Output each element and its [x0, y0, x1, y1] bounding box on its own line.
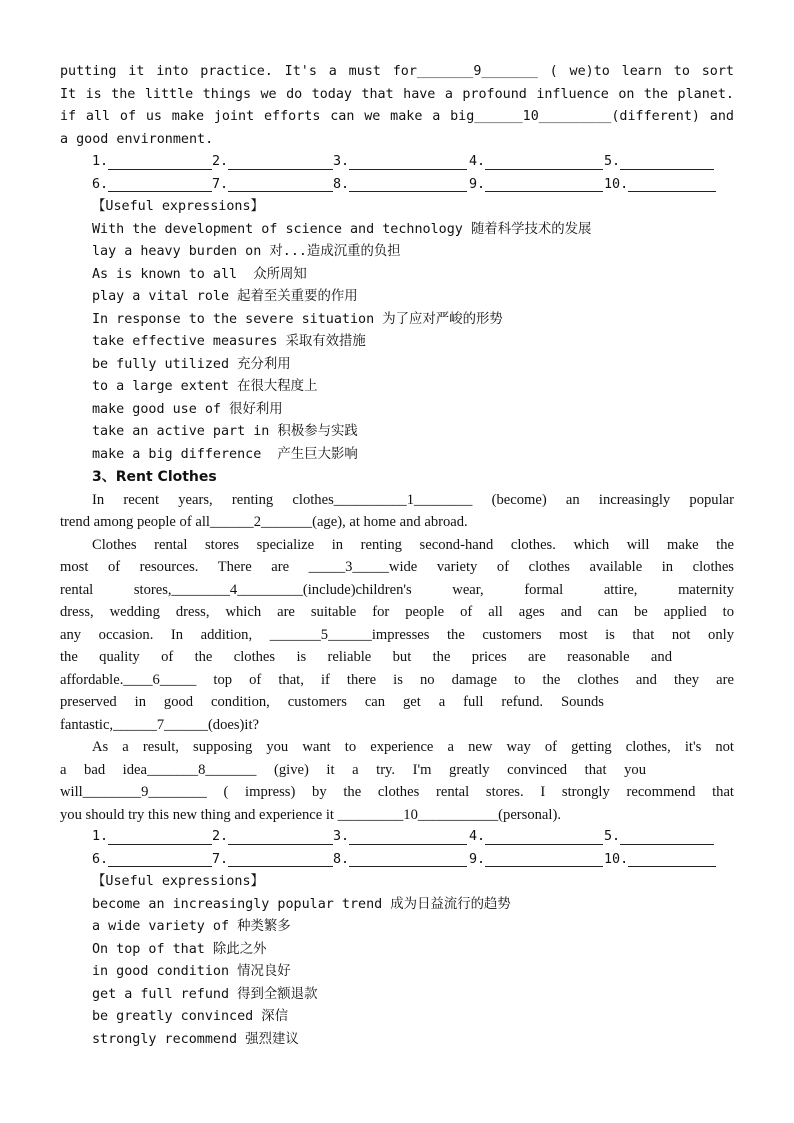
answer-slot[interactable]: 7.: [212, 849, 333, 872]
expression-item: make good use of 很好利用: [92, 401, 283, 417]
answer-slot[interactable]: 9.: [469, 849, 604, 872]
passage-line: the quality of the clothes is reliable but the prices are reasonable and: [60, 649, 672, 665]
expression-item: a wide variety of 种类繁多: [92, 919, 291, 934]
passage-line: a good environment.: [60, 131, 214, 147]
passage-line: any occasion. In addition, _______5______impresses the customers most is that not only: [60, 626, 734, 643]
expression-item: take effective measures 采取有效措施: [92, 334, 366, 349]
answer-slot[interactable]: 10.: [604, 849, 716, 872]
passage-line: putting it into practice. It's a must for_______9_______ ( we)to learn to sort: [60, 64, 734, 79]
expression-item: With the development of science and technology 随着科学技术的发展: [92, 221, 592, 237]
expression-item: be fully utilized 充分利用: [92, 356, 291, 372]
answer-slot[interactable]: 10.: [604, 174, 716, 197]
document-page: [60, 61, 734, 1051]
answer-row: [60, 174, 734, 197]
answer-row: [60, 826, 734, 849]
useful-expressions-heading: 【Useful expressions】: [92, 874, 264, 889]
answer-slot[interactable]: 5.: [604, 826, 716, 849]
expression-item: take an active part in 积极参与实践: [92, 424, 358, 439]
answer-row: [60, 151, 734, 174]
answer-slot[interactable]: 4.: [469, 826, 604, 849]
answer-slot[interactable]: 5.: [604, 151, 716, 174]
passage-line: As a result, supposing you want to experience a new way of getting clothes, it's not: [92, 739, 734, 755]
answer-slot[interactable]: 1.: [92, 151, 212, 174]
passage-line: Clothes rental stores specialize in renting second-hand clothes. which will make the: [92, 536, 734, 553]
answer-slot[interactable]: 6.: [92, 849, 212, 872]
passage-line: you should try this new thing and experience it _________10___________(personal).: [60, 806, 561, 823]
answer-slot[interactable]: 3.: [333, 151, 469, 174]
section-title: 3、Rent Clothes: [92, 469, 217, 485]
passage-2-tail: [60, 61, 734, 151]
expression-item: play a vital role 起着至关重要的作用: [92, 289, 358, 304]
passage-line: In recent years, renting clothes__________1________ (become) an increasingly popular: [92, 491, 734, 508]
answer-slot[interactable]: 1.: [92, 826, 212, 849]
answer-row: [60, 849, 734, 872]
answer-slot[interactable]: 3.: [333, 826, 469, 849]
expression-item: in good condition 情况良好: [92, 964, 291, 979]
answer-slot[interactable]: 8.: [333, 174, 469, 197]
useful-expressions-2: [60, 871, 734, 1051]
answer-slot[interactable]: 6.: [92, 174, 212, 197]
passage-line: affordable.____6_____ top of that, if there is no damage to the clothes and they are: [60, 671, 734, 688]
expression-item: to a large extent 在很大程度上: [92, 379, 318, 394]
answer-slot[interactable]: 7.: [212, 174, 333, 197]
answer-slot[interactable]: 9.: [469, 174, 604, 197]
answer-slot[interactable]: 2.: [212, 151, 333, 174]
passage-line: trend among people of all______2_______(age), at home and abroad.: [60, 514, 468, 530]
answer-grid-2: [60, 826, 734, 871]
answer-slot[interactable]: 8.: [333, 849, 469, 872]
passage-line: dress, wedding dress, which are suitable for people of all ages and can be applied to: [60, 604, 734, 620]
passage-line: It is the little things we do today that have a profound influence on the planet.: [60, 86, 734, 102]
passage-line: rental stores,________4_________(include)children's wear, formal attire, maternity: [60, 581, 734, 598]
expression-item: become an increasingly popular trend 成为日益流行的趋势: [92, 896, 511, 912]
section-rent-clothes: [60, 466, 734, 826]
answer-slot[interactable]: 4.: [469, 151, 604, 174]
passage-line: fantastic,______7______(does)it?: [60, 716, 259, 733]
passage-line: will________9________ ( impress) by the clothes rental stores. I strongly recommend that: [60, 784, 734, 800]
answer-grid-1: [60, 151, 734, 196]
expression-item: As is known to all 众所周知: [92, 266, 307, 282]
expression-item: get a full refund 得到全额退款: [92, 986, 318, 1002]
expression-item: On top of that 除此之外: [92, 941, 267, 957]
passage-line: if all of us make joint efforts can we make a big______10_________(different) and: [60, 109, 734, 124]
passage-line: preserved in good condition, customers can get a full refund. Sounds: [60, 694, 604, 710]
expression-item: be greatly convinced 深信: [92, 1009, 289, 1024]
expression-item: strongly recommend 强烈建议: [92, 1031, 299, 1047]
useful-expressions-heading: 【Useful expressions】: [92, 199, 264, 214]
answer-slot[interactable]: 2.: [212, 826, 333, 849]
passage-line: a bad idea_______8_______ (give) it a try. I'm greatly convinced that you: [60, 761, 646, 778]
expression-item: make a big difference 产生巨大影响: [92, 446, 358, 462]
expression-item: In response to the severe situation 为了应对严峻的形势: [92, 311, 503, 327]
useful-expressions-1: [60, 196, 734, 466]
passage-line: most of resources. There are _____3_____wide variety of clothes available in clothes: [60, 559, 734, 575]
expression-item: lay a heavy burden on 对...造成沉重的负担: [92, 244, 401, 259]
